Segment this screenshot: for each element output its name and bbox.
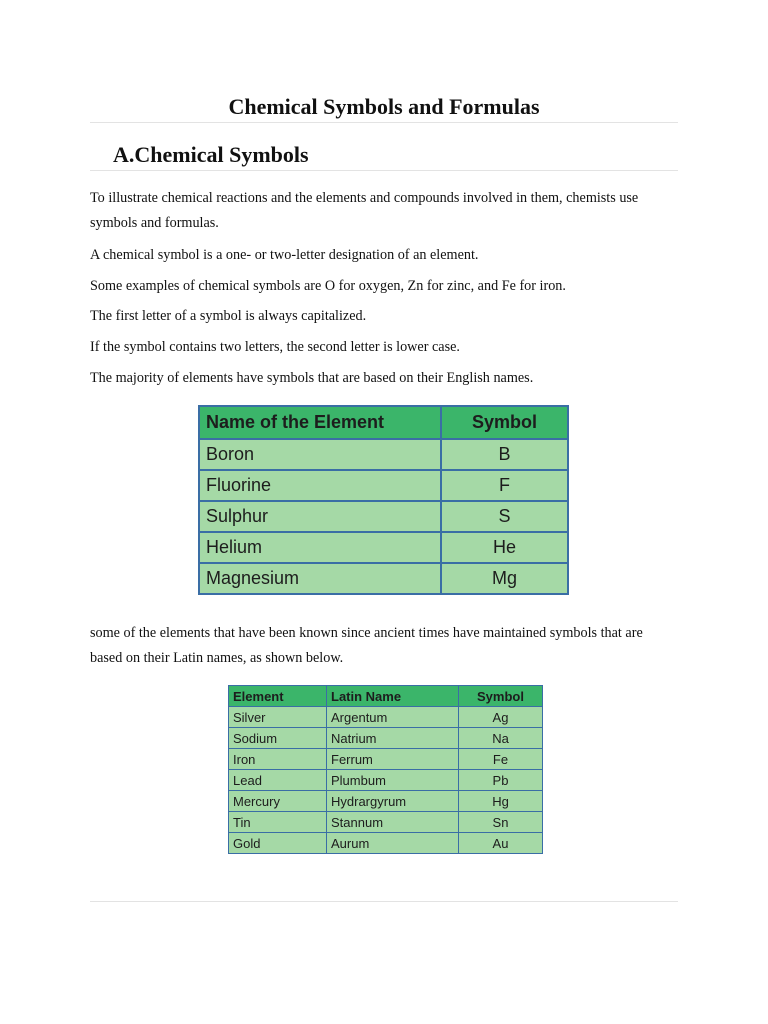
table-row (199, 563, 568, 594)
paragraph-latin-names: some of the elements that have been known since ancient times have maintained symbols that are based on their Latin names, as shown below. (90, 625, 643, 666)
cell-symbol: Ag (459, 707, 543, 728)
table-row (229, 728, 543, 749)
cell-element-name: Magnesium (199, 563, 441, 594)
cell-element-name: Boron (199, 439, 441, 470)
cell-element: Mercury (229, 791, 327, 812)
section-heading: A.Chemical Symbols (113, 142, 309, 167)
cell-element: Sodium (229, 728, 327, 749)
page-title: Chemical Symbols and Formulas (228, 94, 540, 119)
cell-symbol: Pb (459, 770, 543, 791)
table-row (199, 532, 568, 563)
table-row (199, 470, 568, 501)
cell-latin-name: Ferrum (327, 749, 459, 770)
cell-symbol: He (441, 532, 568, 563)
cell-latin-name: Stannum (327, 812, 459, 833)
footer-divider (90, 901, 678, 902)
table-row (229, 770, 543, 791)
table-row (229, 707, 543, 728)
cell-symbol: Fe (459, 749, 543, 770)
table-row (199, 501, 568, 532)
english-symbols-table (198, 405, 569, 595)
table-header-row (229, 686, 543, 707)
cell-element-name: Fluorine (199, 470, 441, 501)
cell-element: Lead (229, 770, 327, 791)
table-header-row (199, 406, 568, 439)
cell-latin-name: Plumbum (327, 770, 459, 791)
cell-symbol: B (441, 439, 568, 470)
paragraph-english-names: The majority of elements have symbols that are based on their English names. (90, 370, 534, 386)
paragraph-lowercase: If the symbol contains two letters, the second letter is lower case. (90, 339, 460, 355)
cell-latin-name: Hydrargyrum (327, 791, 459, 812)
paragraph-intro: To illustrate chemical reactions and the elements and compounds involved in them, chemists use symbols and formulas. (90, 190, 639, 231)
table-row (199, 439, 568, 470)
header-symbol: Symbol (459, 686, 543, 707)
cell-latin-name: Argentum (327, 707, 459, 728)
cell-element: Gold (229, 833, 327, 854)
section-divider (90, 170, 678, 171)
table-row (229, 749, 543, 770)
header-latin-name: Latin Name (327, 686, 459, 707)
cell-symbol: Na (459, 728, 543, 749)
cell-symbol: Au (459, 833, 543, 854)
cell-element-name: Sulphur (199, 501, 441, 532)
table-row (229, 833, 543, 854)
cell-symbol: Hg (459, 791, 543, 812)
cell-latin-name: Aurum (327, 833, 459, 854)
table-row (229, 812, 543, 833)
paragraph-capitalization: The first letter of a symbol is always capitalized. (90, 308, 367, 324)
cell-element: Iron (229, 749, 327, 770)
cell-latin-name: Natrium (327, 728, 459, 749)
header-element-name: Name of the Element (199, 406, 441, 439)
header-symbol: Symbol (441, 406, 568, 439)
paragraph-definition: A chemical symbol is a one- or two-letter designation of an element. (90, 247, 479, 263)
cell-element-name: Helium (199, 532, 441, 563)
cell-symbol: Mg (441, 563, 568, 594)
title-divider (90, 122, 678, 123)
header-element: Element (229, 686, 327, 707)
cell-element: Tin (229, 812, 327, 833)
cell-symbol: F (441, 470, 568, 501)
cell-symbol: Sn (459, 812, 543, 833)
cell-symbol: S (441, 501, 568, 532)
latin-symbols-table (228, 685, 543, 854)
cell-element: Silver (229, 707, 327, 728)
table-row (229, 791, 543, 812)
paragraph-examples: Some examples of chemical symbols are O for oxygen, Zn for zinc, and Fe for iron. (90, 278, 566, 294)
